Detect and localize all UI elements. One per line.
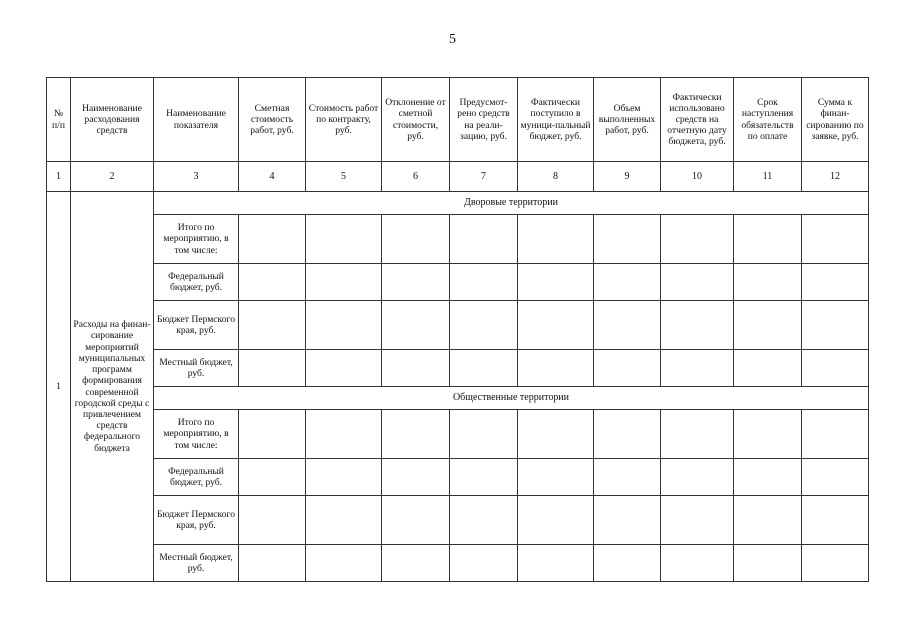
table-cell <box>802 545 869 582</box>
table-cell <box>306 545 382 582</box>
table-cell <box>450 496 518 545</box>
column-header: Сметная стоимость работ, руб. <box>239 78 306 162</box>
table-cell <box>306 410 382 459</box>
expense-report-table <box>46 77 869 582</box>
table-cell <box>382 496 450 545</box>
table-cell <box>661 545 734 582</box>
table-cell <box>734 410 802 459</box>
table-cell <box>382 410 450 459</box>
table-cell <box>306 264 382 301</box>
table-cell <box>594 264 661 301</box>
table-cell <box>802 215 869 264</box>
table-cell <box>239 545 306 582</box>
table-cell <box>450 350 518 387</box>
table-cell <box>802 301 869 350</box>
column-number: 11 <box>734 162 802 192</box>
column-number: 7 <box>450 162 518 192</box>
column-number: 8 <box>518 162 594 192</box>
table-cell <box>239 459 306 496</box>
column-number: 10 <box>661 162 734 192</box>
table-cell <box>661 350 734 387</box>
column-header: Фактически использовано средств на отчетную дату бюджета, руб. <box>661 78 734 162</box>
table-cell <box>382 459 450 496</box>
table-cell <box>661 264 734 301</box>
table-cell <box>661 301 734 350</box>
table-cell <box>450 301 518 350</box>
table-cell <box>450 215 518 264</box>
table-cell <box>518 215 594 264</box>
column-number: 1 <box>47 162 71 192</box>
column-header: Сумма к финан-сированию по заявке, руб. <box>802 78 869 162</box>
table-cell <box>306 301 382 350</box>
section-title: Общественные территории <box>154 387 869 410</box>
column-header: Наименование расходования средств <box>71 78 154 162</box>
column-header: Объем выполненных работ, руб. <box>594 78 661 162</box>
table-cell <box>450 545 518 582</box>
table-cell <box>802 410 869 459</box>
table-cell <box>239 410 306 459</box>
table-cell <box>306 215 382 264</box>
table-cell <box>661 410 734 459</box>
table-cell <box>734 545 802 582</box>
column-header: Стоимость работ по контракту, руб. <box>306 78 382 162</box>
indicator-label: Итого по мероприятию, в том числе: <box>154 410 239 459</box>
column-number: 9 <box>594 162 661 192</box>
column-number: 4 <box>239 162 306 192</box>
table-row <box>47 496 869 545</box>
table-cell <box>594 545 661 582</box>
table-cell <box>734 301 802 350</box>
table-cell <box>382 545 450 582</box>
column-number: 3 <box>154 162 239 192</box>
table-cell <box>594 459 661 496</box>
table-cell <box>382 350 450 387</box>
table-cell <box>382 215 450 264</box>
table-cell <box>802 350 869 387</box>
table-row <box>47 301 869 350</box>
table-row <box>47 410 869 459</box>
table-row <box>47 350 869 387</box>
table-cell <box>734 350 802 387</box>
table-cell <box>450 459 518 496</box>
column-number: 6 <box>382 162 450 192</box>
indicator-label: Федеральный бюджет, руб. <box>154 264 239 301</box>
table-cell <box>594 350 661 387</box>
table-cell <box>594 301 661 350</box>
row-number: 1 <box>47 192 71 582</box>
page-number: 5 <box>449 32 456 47</box>
table-cell <box>450 410 518 459</box>
table-cell <box>802 459 869 496</box>
column-header: Предусмот-рено средств на реали-зацию, руб. <box>450 78 518 162</box>
table-cell <box>802 496 869 545</box>
table-cell <box>734 496 802 545</box>
table-cell <box>518 545 594 582</box>
column-header: № п/п <box>47 78 71 162</box>
indicator-label: Федеральный бюджет, руб. <box>154 459 239 496</box>
column-number: 5 <box>306 162 382 192</box>
table-cell <box>239 496 306 545</box>
section-title: Дворовые территории <box>154 192 869 215</box>
column-header: Наименование показателя <box>154 78 239 162</box>
table-cell <box>239 350 306 387</box>
table-cell <box>518 459 594 496</box>
table-cell <box>518 350 594 387</box>
table-cell <box>734 215 802 264</box>
table-cell <box>306 459 382 496</box>
column-number: 2 <box>71 162 154 192</box>
table-row <box>47 215 869 264</box>
table-cell <box>306 350 382 387</box>
indicator-label: Местный бюджет, руб. <box>154 350 239 387</box>
indicator-label: Бюджет Пермского края, руб. <box>154 301 239 350</box>
table-cell <box>734 264 802 301</box>
indicator-label: Бюджет Пермского края, руб. <box>154 496 239 545</box>
table-cell <box>594 410 661 459</box>
header-row <box>47 78 869 162</box>
table-row <box>47 545 869 582</box>
table-cell <box>661 496 734 545</box>
column-header: Срок наступления обязательств по оплате <box>734 78 802 162</box>
column-header: Фактически поступило в муници-пальный бюджет, руб. <box>518 78 594 162</box>
table-cell <box>382 301 450 350</box>
column-number: 12 <box>802 162 869 192</box>
table-row <box>47 264 869 301</box>
table-cell <box>239 264 306 301</box>
table-cell <box>518 496 594 545</box>
section-title-row <box>47 387 869 410</box>
table-cell <box>450 264 518 301</box>
table-cell <box>594 496 661 545</box>
column-number-row <box>47 162 869 192</box>
table-cell <box>518 264 594 301</box>
table-cell <box>594 215 661 264</box>
column-header: Отклонение от сметной стоимости, руб. <box>382 78 450 162</box>
table-cell <box>239 301 306 350</box>
table-cell <box>661 459 734 496</box>
table-cell <box>306 496 382 545</box>
table-cell <box>239 215 306 264</box>
table-cell <box>518 410 594 459</box>
table-cell <box>382 264 450 301</box>
table-cell <box>661 215 734 264</box>
table-row <box>47 459 869 496</box>
table-cell <box>518 301 594 350</box>
expense-name: Расходы на финан-сирование мероприятий муниципальных программ формирования современной городской среды с привлечением средств федерального бюджета <box>71 192 154 582</box>
table-cell <box>734 459 802 496</box>
table-cell <box>802 264 869 301</box>
indicator-label: Местный бюджет, руб. <box>154 545 239 582</box>
indicator-label: Итого по мероприятию, в том числе: <box>154 215 239 264</box>
section-title-row <box>47 192 869 215</box>
